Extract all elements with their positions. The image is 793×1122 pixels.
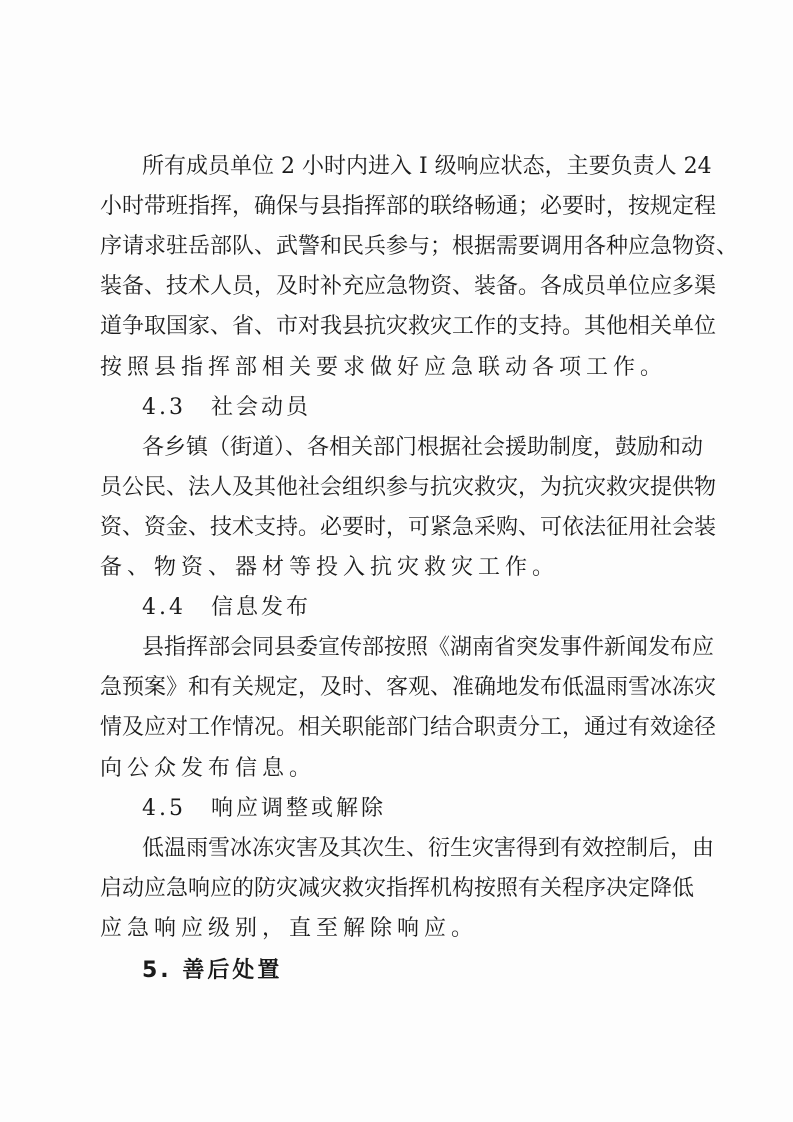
paragraph-line: 向公众发布信息。 [100,755,317,781]
paragraph-line: 情及应对工作情况。相关职能部门结合职责分工，通过有效途径 [100,715,717,741]
paragraph-line: 小时带班指挥，确保与县指挥部的联络畅通；必要时，按规定程 [100,194,717,220]
paragraph-line: 备、物资、器材等投入抗灾救灾工作。 [100,555,560,580]
paragraph-line: 员公民、法人及其他社会组织参与抗灾救灾，为抗灾救灾提供物 [100,474,717,500]
section-heading: 4.4 信息发布 [142,595,311,621]
paragraph-line: 按照县指挥部相关要求做好应急联动各项工作。 [100,354,668,380]
paragraph-line: 各乡镇（街道）、各相关部门根据社会援助制度，鼓励和动 [142,434,704,460]
paragraph-line: 资、资金、技术支持。必要时，可紧急采购、可依法征用社会装 [100,514,717,540]
paragraph-line: 启动应急响应的防灾减灾救灾指挥机构按照有关程序决定降低 [100,875,695,901]
paragraph-line: 县指挥部会同县委宣传部按照《湖南省突发事件新闻发布应 [142,635,715,661]
section-heading: 4.3 社会动员 [142,394,311,420]
paragraph-line: 装备、技术人员，及时补充应急物资、装备。各成员单位应多渠 [100,274,717,300]
paragraph-line: 应急响应级别，直至解除响应。 [100,915,479,941]
chapter-heading: 5. 善后处置 [142,958,283,983]
paragraph-line: 道争取国家、省、市对我县抗灾救灾工作的支持。其他相关单位 [100,314,717,340]
paragraph-line: 序请求驻岳部队、武警和民兵参与；根据需要调用各种应急物资、 [100,234,739,260]
paragraph-line: 急预案》和有关规定，及时、客观、准确地发布低温雨雪冰冻灾 [100,675,717,701]
section-heading: 4.5 响应调整或解除 [142,795,386,821]
paragraph-line: 低温雨雪冰冻灾害及其次生、衍生灾害得到有效控制后，由 [142,835,715,861]
paragraph-line: 所有成员单位 2 小时内进入 I 级响应状态，主要负责人 24 [142,154,712,179]
